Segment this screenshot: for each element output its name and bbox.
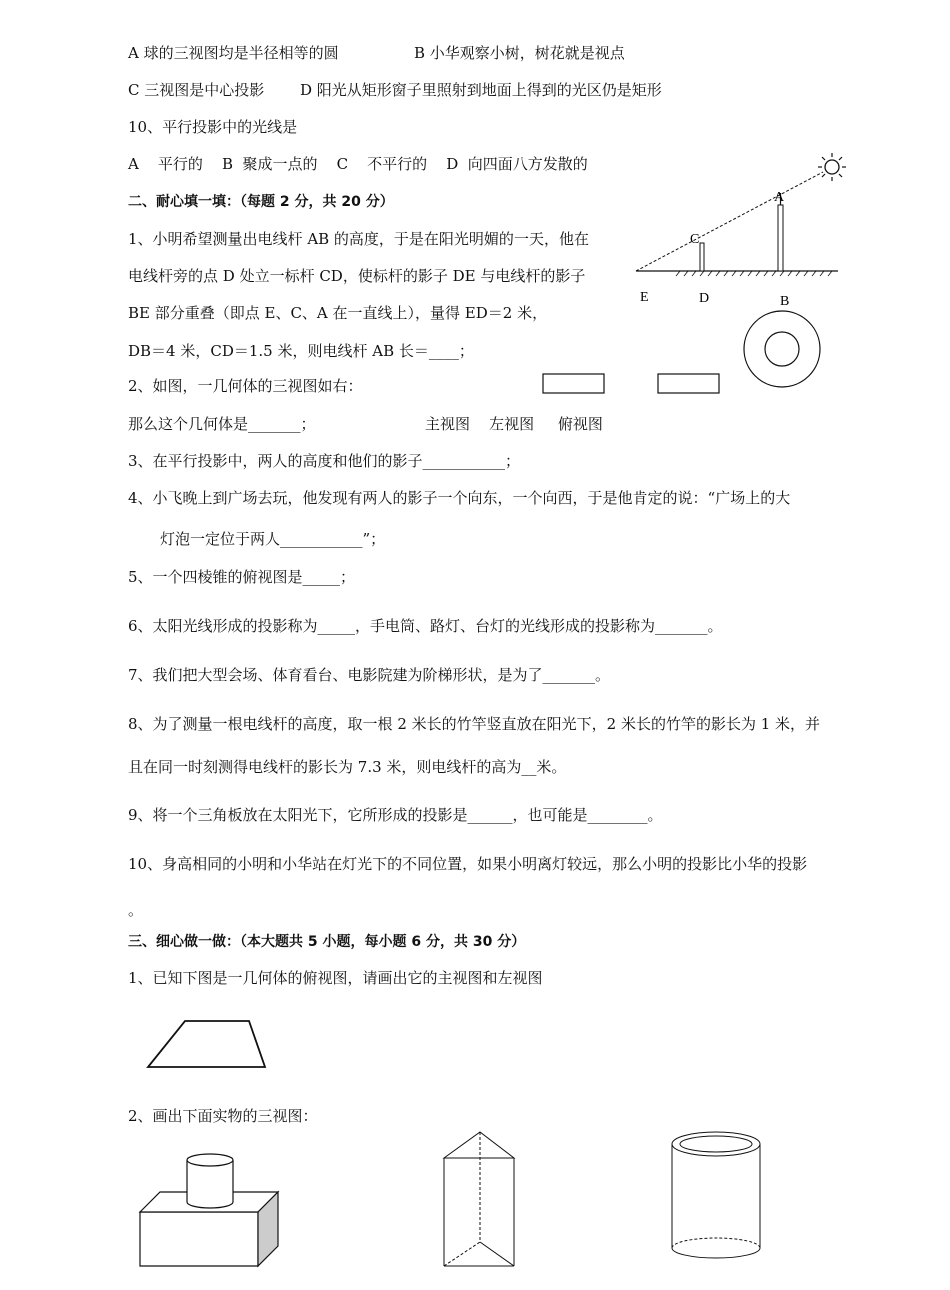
triangular-prism-figure [440, 1130, 520, 1270]
cylinder-on-box-figure [138, 1150, 288, 1270]
label-d: D [699, 291, 710, 306]
electric-pole [778, 205, 783, 271]
q9-option-a: A 球的三视图均是半径相等的圆 [128, 44, 339, 62]
marker-rod [700, 243, 704, 271]
s2-q4-line1: 4、小飞晚上到广场去玩，他发现有两人的影子一个向东，一个向西，于是他肯定的说：“广场上的大 [128, 489, 791, 507]
s2-q3: 3、在平行投影中，两人的高度和他们的影子___________； [128, 452, 521, 470]
section3-heading: 三、细心做一做：（本大题共 5 小题，每小题 6 分，共 30 分） [128, 934, 526, 950]
q10-stem: 10、平行投影中的光线是 [128, 118, 298, 136]
q10-options: A 平行的 B 聚成一点的 C 不平行的 D 向四面八方发散的 [128, 155, 588, 173]
label-c: C [690, 232, 700, 247]
trapezoid-top-view [145, 1018, 275, 1074]
q9-option-b: B 小华观察小树，树花就是视点 [414, 44, 625, 62]
s2-q5: 5、一个四棱锥的俯视图是_____； [128, 568, 356, 586]
s2-q7: 7、我们把大型会场、体育看台、电影院建为阶梯形状，是为了_______。 [128, 666, 611, 684]
s2-q1-line3: BE 部分重叠（即点 E、C、A 在一直线上），量得 ED＝2 米， [128, 304, 548, 322]
s2-q1-line2: 电线杆旁的点 D 处立一标杆 CD，使标杆的影子 DE 与电线杆的影子 [128, 267, 586, 285]
sun-ray [636, 172, 823, 271]
sun-icon [818, 153, 846, 181]
front-view-rect [542, 373, 606, 395]
side-view-rect [657, 373, 721, 395]
s2-q1-line1: 1、小明希望测量出电线杆 AB 的高度，于是在阳光明媚的一天，他在 [128, 230, 589, 248]
label-a: A [774, 190, 785, 205]
label-e: E [640, 290, 649, 305]
section2-heading: 二、耐心填一填：（每题 2 分，共 20 分） [128, 194, 394, 210]
s2-q10-line2: 。 [128, 901, 144, 919]
s2-q2-line2: 那么这个几何体是_______； [128, 415, 316, 433]
hollow-cylinder-figure [667, 1128, 767, 1268]
ring-top-view [740, 307, 824, 391]
s2-q2-line1: 2、如图，一几何体的三视图如右： [128, 377, 363, 395]
pole-shadow-figure [620, 145, 880, 309]
label-b: B [780, 294, 790, 309]
s2-q4-line2: 灯泡一定位于两人___________”； [160, 530, 386, 548]
s2-q10-line1: 10、身高相同的小明和小华站在灯光下的不同位置，如果小明离灯较远，那么小明的投影比小华的投影 [128, 855, 808, 873]
q9-option-c: C 三视图是中心投影 [128, 81, 265, 99]
s2-q8-line1: 8、为了测量一根电线杆的高度，取一根 2 米长的竹竿竖直放在阳光下，2 米长的竹竿的影长为 1 米，并 [128, 715, 821, 733]
s3-q2: 2、画出下面实物的三视图： [128, 1107, 318, 1125]
view-labels: 主视图 左视图 俯视图 [425, 415, 603, 433]
s2-q6: 6、太阳光线形成的投影称为_____，手电筒、路灯、台灯的光线形成的投影称为_______。 [128, 617, 723, 635]
s3-q1: 1、已知下图是一几何体的俯视图，请画出它的主视图和左视图 [128, 969, 543, 987]
s2-q8-line2: 且在同一时刻测得电线杆的影长为 7.3 米，则电线杆的高为__米。 [128, 758, 567, 776]
s2-q1-line4: DB＝4 米，CD＝1.5 米，则电线杆 AB 长＝____； [128, 342, 474, 360]
s2-q9: 9、将一个三角板放在太阳光下，它所形成的投影是______，也可能是________。 [128, 806, 663, 824]
q9-option-d: D 阳光从矩形窗子里照射到地面上得到的光区仍是矩形 [300, 81, 662, 99]
